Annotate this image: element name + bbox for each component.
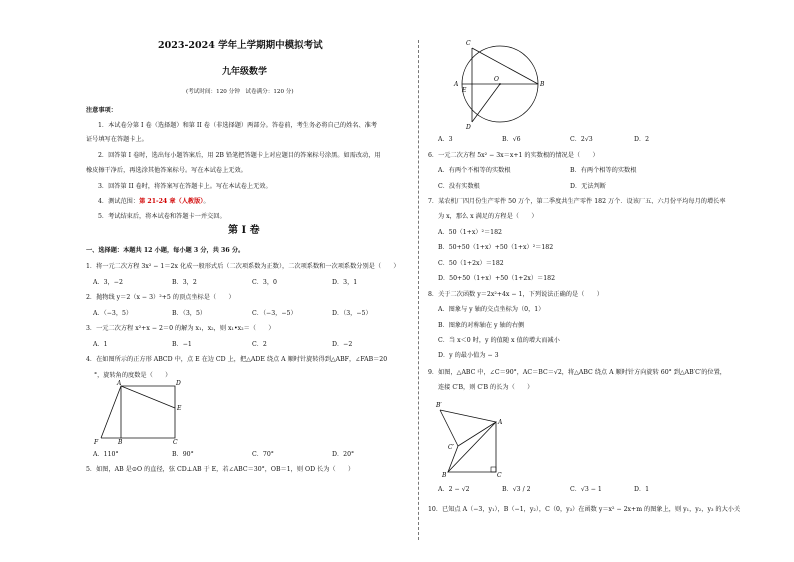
- q9-label-b-prime: B′: [436, 402, 442, 409]
- exam-subtitle: 九年级数学: [222, 67, 268, 77]
- q4-label-f: F: [94, 439, 99, 446]
- q6-option-c: C．没有实数根: [438, 183, 480, 190]
- q4-label-a: A: [117, 380, 122, 387]
- q5-option-c: C．2√3: [570, 136, 593, 143]
- note-4: 4．测试范围：第 21-24 章（人教版）。: [98, 198, 210, 205]
- q4-label-d: D: [176, 380, 181, 387]
- q8-option-d: D．y 的最小值为 − 3: [438, 352, 499, 359]
- q9-label-c: C: [497, 472, 502, 479]
- exam-title: 2023-2024 学年上学期期中模拟考试: [158, 40, 323, 51]
- q10-stem: 10．已知点 A（−3，y₁），B（−1，y₂），C（0，y₃）在函数 y＝x² − 2x+m 的图象上，则 y₁，y₂，y₃ 的大小关: [428, 506, 741, 513]
- note-5: 5．考试结束后，将本试卷和答题卡一并交回。: [98, 213, 226, 220]
- q2-stem: 2．抛物线 y＝2（x − 3）²+5 的顶点坐标是（ ）: [86, 294, 235, 301]
- q9-option-d: D．1: [634, 486, 650, 493]
- q2-option-b: B．（3，5）: [172, 310, 207, 317]
- q1-option-a: A．3，−2: [93, 279, 123, 286]
- note-2a: 2．回答第 I 卷时，选出每小题答案后，用 2B 铅笔把答题卡上对应题目的答案标号涂黑。如需改动，用: [98, 152, 381, 159]
- q7-option-a: A．50（1+x）²＝182: [438, 229, 502, 236]
- note-2b: 橡皮擦干净后，再选涂其他答案标号。写在本试卷上无效。: [86, 167, 247, 174]
- test-scope: 第 21-24 章（人教版）: [139, 198, 204, 205]
- q2-option-d: D．（3，−5）: [332, 310, 372, 317]
- q7-option-d: D．50+50（1+x）+50（1+2x）＝182: [438, 275, 556, 282]
- q5-label-a: A: [454, 81, 459, 88]
- q4-label-e: E: [177, 405, 182, 412]
- q7-stem-b: 为 x，那么 x 满足的方程是（ ）: [438, 213, 538, 220]
- q9-option-b: B．√3 / 2: [502, 486, 531, 493]
- q5-option-b: B．√6: [502, 136, 521, 143]
- q1-stem: 1．将一元二次方程 3x² − 1＝2x 化成一般形式后（二次项系数为正数），二次项系数和一次项系数分别是（ ）: [86, 263, 400, 270]
- q9-stem-a: 9．如图，△ABC 中，∠C＝90°，AC＝BC＝√2，将△ABC 绕点 A 顺时针方向旋转 60° 到△AB′C′的位置，: [428, 369, 726, 376]
- q5-stem: 5．如图，AB 是⊙O 的直径，弦 CD⊥AB 于 E，若∠ABC＝30°，OB＝1，则 OD 长为（ ）: [86, 466, 355, 473]
- q3-option-a: A．1: [93, 341, 108, 348]
- q9-stem-b: 连接 C′B，则 C′B 的长为（ ）: [438, 384, 534, 391]
- q5-label-b: B: [540, 81, 545, 88]
- q3-option-c: C．2: [252, 341, 267, 348]
- q3-stem: 3．一元二次方程 x²+x − 2＝0 的解为 x₁，x₂，则 x₁•x₂＝（ ）: [86, 325, 275, 332]
- q7-stem-a: 7．某农机厂四月份生产零件 50 万个，第二季度共生产零件 182 万个．设该厂五、六月份平均每月的增长率: [428, 198, 726, 205]
- q9-option-a: A．2 − √2: [438, 486, 470, 493]
- q4-square-figure: [88, 380, 188, 446]
- q3-option-d: D．−2: [332, 341, 353, 348]
- q8-option-a: A．图象与 y 轴的交点坐标为（0，1）: [438, 306, 545, 313]
- q9-label-a: A: [498, 419, 503, 426]
- q5-label-c: C: [466, 40, 471, 47]
- q9-option-c: C．√3 − 1: [570, 486, 602, 493]
- q4-label-b: B: [118, 439, 123, 446]
- q9-label-c-prime: C′: [448, 444, 454, 451]
- q2-option-c: C．（−3，−5）: [252, 310, 297, 317]
- q4-stem-a: 4．在如图所示的正方形 ABCD 中，点 E 在边 CD 上，把△ADE 绕点 A 顺时针旋转得到△ABF，∠FAB＝20: [86, 356, 388, 363]
- q1-option-c: C．3，0: [252, 279, 277, 286]
- note-1a: 1．本试卷分第 I 卷（选择题）和第 II 卷（非选择题）两部分。答卷前，考生务必将自己的姓名、准考: [98, 122, 378, 129]
- q2-option-a: A．（−3，5）: [93, 310, 133, 317]
- q7-option-c: C．50（1+2x）＝182: [438, 260, 504, 267]
- q4-stem-b: °，旋转角的度数是（ ）: [94, 372, 172, 379]
- q1-option-d: D．3，1: [332, 279, 358, 286]
- q5-option-a: A．3: [438, 136, 453, 143]
- q6-option-a: A．有两个不相等的实数根: [438, 167, 511, 174]
- q4-option-c: C．70°: [252, 451, 274, 458]
- q6-stem: 6．一元二次方程 5x² − 3x＝x+1 的实数根的情况是（ ）: [428, 152, 599, 159]
- q5-label-o: O: [494, 76, 499, 83]
- q5-label-d: D: [466, 124, 471, 131]
- right-column: [420, 0, 794, 562]
- q3-option-b: B．−1: [172, 341, 192, 348]
- q4-label-c: C: [173, 439, 178, 446]
- q9-triangle-figure: [434, 398, 514, 478]
- note-3: 3．回答第 II 卷时，将答案写在答题卡上。写在本试卷上无效。: [98, 183, 272, 190]
- q4-option-b: B．90°: [172, 451, 194, 458]
- section-heading: 一、选择题：本题共 12 小题，每小题 3 分，共 36 分。: [86, 247, 245, 254]
- exam-info: (考试时间：120 分钟 试卷满分：120 分): [186, 89, 294, 95]
- q8-stem: 8．关于二次函数 y＝2x²+4x − 1，下列说法正确的是（ ）: [428, 291, 603, 298]
- q5-circle-figure: [432, 38, 562, 130]
- q4-option-a: A．110°: [93, 451, 119, 458]
- q8-option-c: C．当 x＜0 时，y 的值随 x 值的增大而减小: [438, 337, 560, 344]
- q8-option-b: B．图象的对称轴在 y 轴的右侧: [438, 322, 525, 329]
- note-1b: 证号填写在答题卡上。: [86, 136, 148, 143]
- notes-heading: 注意事项：: [86, 107, 117, 114]
- column-divider: [418, 40, 419, 540]
- q7-option-b: B．50+50（1+x）+50（1+x）²＝182: [438, 244, 554, 251]
- q5-option-d: D．2: [634, 136, 650, 143]
- q5-label-e: E: [462, 87, 467, 94]
- q4-option-d: D．20°: [332, 451, 355, 458]
- q6-option-d: D．无法判断: [570, 183, 606, 190]
- part-title: 第 I 卷: [228, 225, 260, 236]
- q1-option-b: B．3，2: [172, 279, 197, 286]
- q6-option-b: B．有两个相等的实数根: [570, 167, 637, 174]
- q9-label-b: B: [442, 472, 447, 479]
